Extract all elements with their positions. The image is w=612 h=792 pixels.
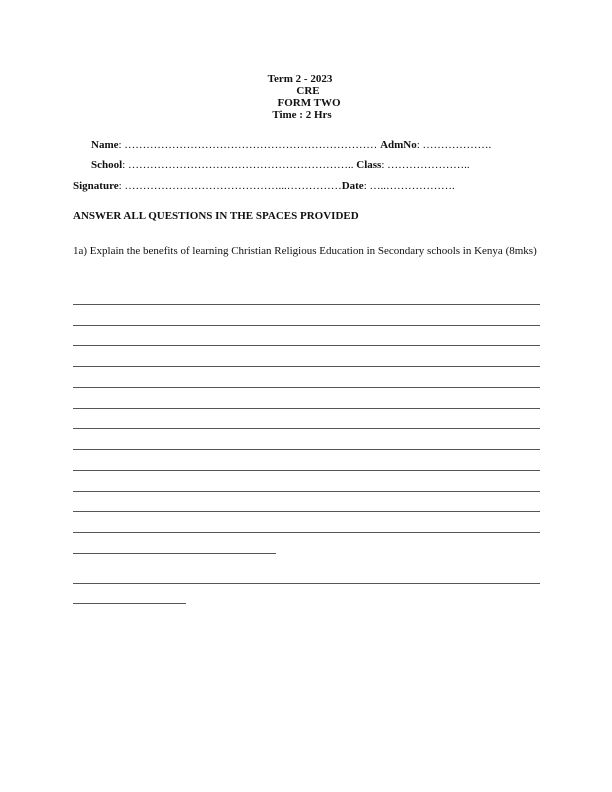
answer-line[interactable] [73,553,276,554]
answer-line[interactable] [73,470,540,471]
answer-line[interactable] [73,449,540,450]
answer-line[interactable] [73,583,540,584]
class-field[interactable]: : ………………….. [381,159,470,171]
school-class-line [91,159,470,172]
subject-label: CRE [296,85,320,97]
answer-line[interactable] [73,345,540,346]
name-label: Name [91,139,119,151]
signature-date-line [73,180,455,193]
answer-line[interactable] [73,325,540,326]
question-1a: 1a) Explain the benefits of learning Christian Religious Education in Secondary schools in Kenya (8mks) [73,245,537,257]
instructions-heading: ANSWER ALL QUESTIONS IN THE SPACES PROVIDED [73,210,359,222]
school-field[interactable]: : …………………………………………………….. [122,159,354,171]
admno-label: AdmNo [380,139,417,151]
date-label: Date [341,180,364,192]
answer-line[interactable] [73,387,540,388]
answer-line[interactable] [73,408,540,409]
name-admno-line [91,139,491,152]
class-label: Class [356,159,382,171]
form-label: FORM TWO [277,97,341,109]
school-label: School [91,159,123,171]
answer-line[interactable] [73,511,540,512]
term-label: Term 2 - 2023 [267,73,333,85]
answer-line[interactable] [73,491,540,492]
date-field[interactable]: : …..………………. [363,180,455,192]
time-label: Time : 2 Hrs [272,109,332,121]
answer-line[interactable] [73,304,540,305]
answer-line[interactable] [73,603,186,604]
admno-field[interactable]: : ………………. [416,139,492,151]
answer-line[interactable] [73,366,540,367]
exam-header [0,73,612,121]
name-field[interactable]: : …………………………………………………………… [118,139,378,151]
signature-field[interactable]: : ……………………………………...…………… [118,180,342,192]
answer-line[interactable] [73,532,540,533]
answer-line[interactable] [73,428,540,429]
signature-label: Signature [73,180,119,192]
